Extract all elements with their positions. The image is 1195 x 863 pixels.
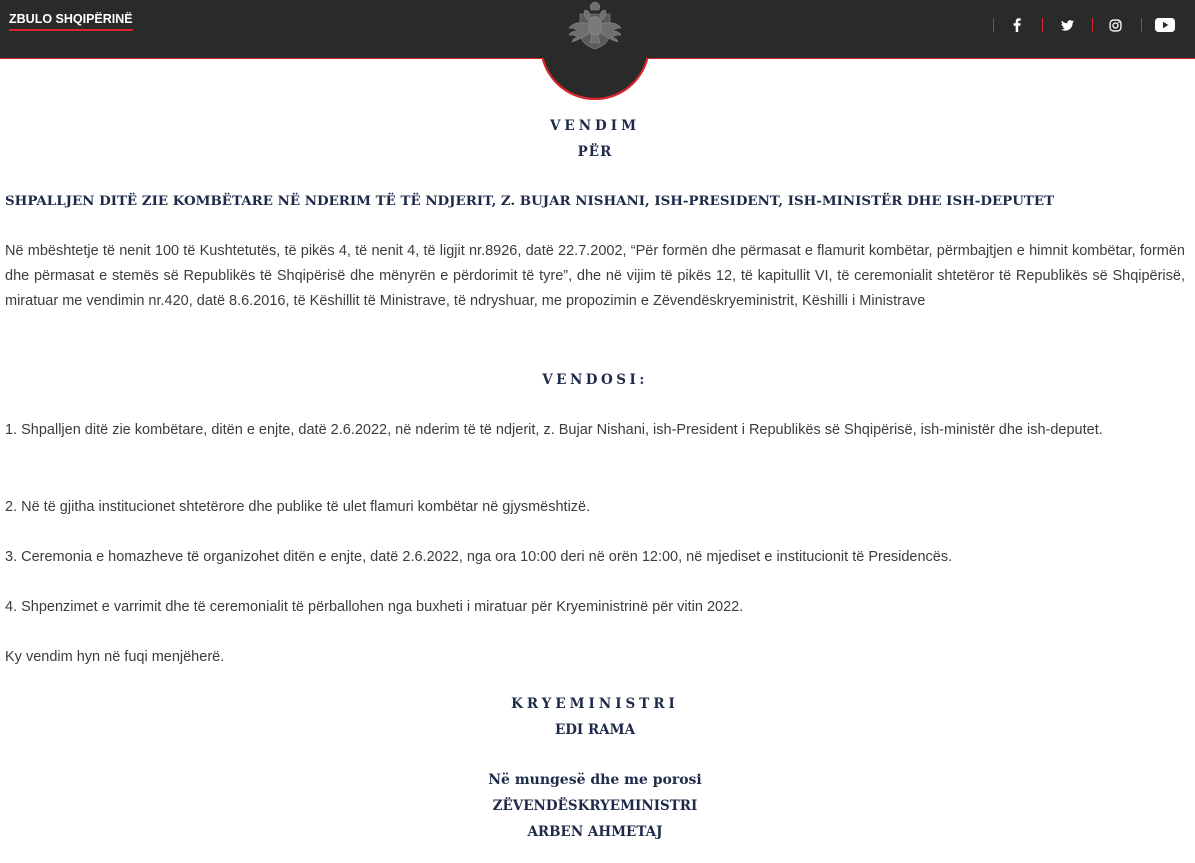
point-4: 4. Shpenzimet e varrimit dhe të ceremonialit të përballohen nga buxheti i miratuar për Kryeministrinë për vitin 2022. [5,599,744,615]
divider [1042,18,1043,32]
brand-link[interactable]: ZBULO SHQIPËRINË [9,12,133,31]
effect-statement: Ky vendim hyn në fuqi menjëherë. [5,649,225,665]
facebook-icon[interactable] [1005,14,1029,36]
social-links [993,14,1183,36]
document-heading: VENDIM [549,118,641,134]
divider [993,18,994,32]
deputy-title: ZËVENDËSKRYEMINISTRI [492,798,698,814]
youtube-icon[interactable] [1153,14,1177,36]
deputy-name: ARBEN AHMETAJ [527,824,663,840]
signatory-title: KRYEMINISTRI [511,696,679,712]
point-3: 3. Ceremonia e homazheve të organizohet ditën e enjte, datë 2.6.2022, nga ora 10:00 deri në orën 12:00, në mjediset e institucionit të Presidencës. [5,549,953,565]
emblem-badge[interactable] [540,0,650,98]
divider [1092,18,1093,32]
twitter-icon[interactable] [1055,14,1079,36]
signatory-name: EDI RAMA [554,722,636,738]
point-2: 2. Në të gjitha institucionet shtetërore dhe publike të ulet flamuri kombëtar në gjysmështizë. [5,499,591,515]
document-subheading: PËR [577,144,613,160]
divider [1141,18,1142,32]
decides-heading: VENDOSI: [542,372,648,388]
preamble-paragraph: Në mbështetje të nenit 100 të Kushtetutës, të pikës 4, të nenit 4, të ligjit nr.8926, datë 22.7.2002, “Për formën dhe përmasat e flamurit kombëtar, përmbajtjen e himnit kombëtar, formën dhe përmasat e stemës së Republikës të Shqipërisë dhe mënyrën e përdorimit të tyre”, dhe në vijim të pikës 12, të kapitullit VI, të ceremonialit shtetëror të Republikës së Shqipërisë, miratuar me vendimin nr.420, datë 8.6.2016, të Këshillit të Ministrave, të ndryshuar, me propozimin e Zëvendëskryeministrit, Këshilli i Ministrave [5,243,1185,309]
decision-subject: SHPALLJEN DITË ZIE KOMBËTARE NË NDERIM TË TË NDJERIT, Z. BUJAR NISHANI, ISH-PRESIDENT, ISH-MINISTËR DHE ISH-DEPUTET [5,193,1055,209]
absence-note: Në mungesë dhe me porosi [488,772,702,788]
instagram-icon[interactable] [1103,14,1127,36]
point-1: 1. Shpalljen ditë zie kombëtare, ditën e enjte, datë 2.6.2022, në nderim të të ndjerit, z. Bujar Nishani, ish-President i Republikës së Shqipërisë, ish-ministër dhe ish-deputet. [5,422,1103,438]
